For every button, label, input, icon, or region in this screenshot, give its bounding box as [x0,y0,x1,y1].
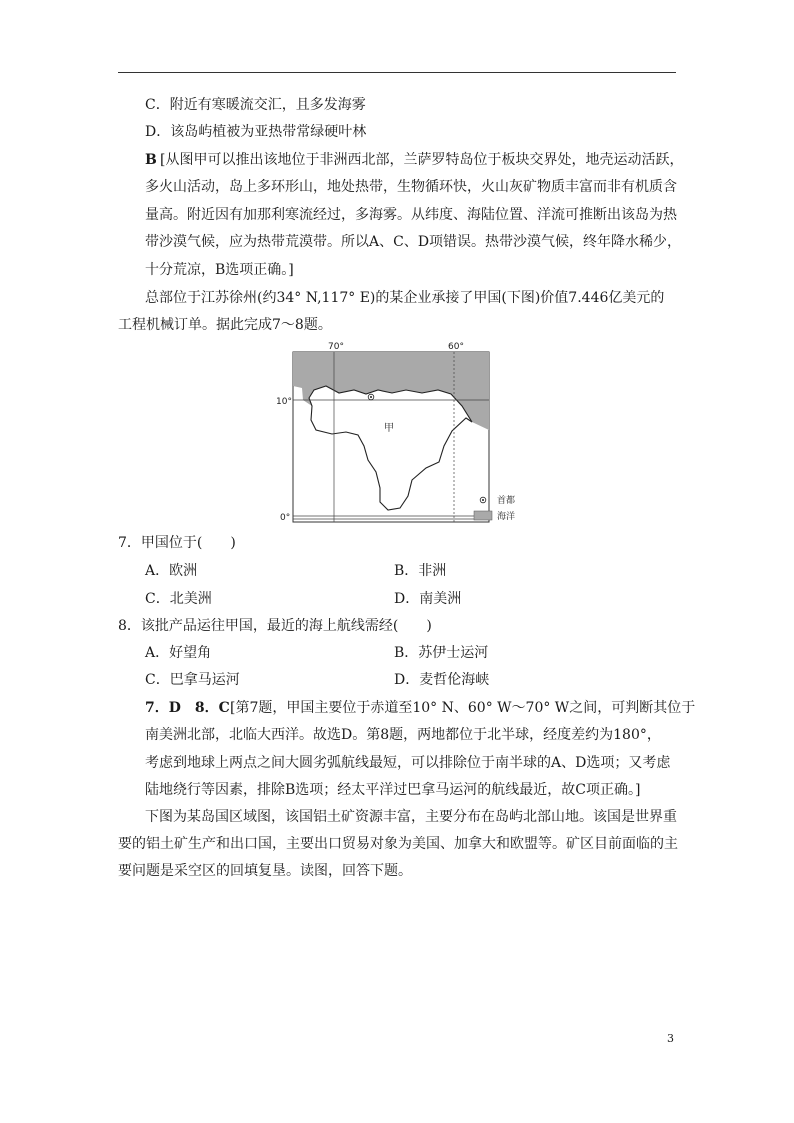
lon-label-60: 60° [448,342,464,352]
prev-answer-line: 多火山活动，岛上多环形山，地处热带，生物循环快，火山灰矿物质丰富而非有机质含 [145,179,677,195]
answer-7-8-line: 陆地绕行等因素，排除B选项；经太平洋过巴拿马运河的航线最近，故C项正确。] [145,782,641,798]
question-7-stem: 7．甲国位于( ) [118,535,236,551]
lat-label-10: 10° [276,397,292,407]
capital-icon [370,396,372,398]
question-8-option-b: B．苏伊士运河 [394,645,489,661]
prev-answer-line: 量高。附近因有加那利寒流经过，多海雾。从纬度、海陆位置、洋流可推断出该岛为热 [145,207,677,223]
question-7-option-b: B．非洲 [394,563,447,579]
answer-7-8-line: [第7题，甲国主要位于赤道至10° N、60° W～70° W之间，可判断其位于 [230,700,696,716]
next-passage-line: 下图为某岛国区域图，该国铝土矿资源丰富，主要分布在岛屿北部山地。该国是世界重 [145,809,677,825]
answer-7-8-line: 南美洲北部，北临大西洋。故选D。第8题，两地都位于北半球，经度差约为180°， [145,727,661,743]
prev-answer-key: B [145,152,157,168]
next-passage-line: 要问题是采空区的回填复垦。读图，回答下题。 [118,863,412,879]
legend-ocean-swatch [474,511,492,520]
answer-7-8-key: 7．D 8．C [145,700,230,716]
legend-capital-label: 首都 [497,496,516,506]
question-7-option-c: C．北美洲 [145,591,212,607]
legend-ocean-label: 海洋 [497,512,516,522]
header-rule [118,72,676,73]
question-7-option-d: D．南美洲 [394,591,462,607]
question-8-option-d: D．麦哲伦海峡 [394,672,490,688]
prev-answer-line: 带沙漠气候，应为热带荒漠带。所以A、C、D项错误。热带沙漠气候，终年降水稀少， [145,234,682,250]
question-8-option-c: C．巴拿马运河 [145,672,240,688]
next-passage-line: 要的铝土矿生产和出口国，主要出口贸易对象为美国、加拿大和欧盟等。矿区目前面临的主 [118,836,678,852]
prev-answer-line: [从图甲可以推出该地位于非洲西北部，兰萨罗特岛位于板块交界处，地壳运动活跃， [160,152,684,168]
intro-paragraph: 工程机械订单。据此完成7～8题。 [118,317,332,333]
prev-option-d: D．该岛屿植被为亚热带常绿硬叶林 [145,124,367,140]
legend-capital-icon [482,499,484,501]
lat-label-0: 0° [280,513,291,523]
answer-7-8-line: 考虑到地球上两点之间大圆劣弧航线最短，可以排除位于南半球的A、D选项；又考虑 [145,755,671,771]
prev-answer-line: 十分荒凉，B选项正确。] [145,262,294,278]
map-figure [276,338,526,528]
question-8-option-a: A．好望角 [145,645,212,661]
prev-option-c: C．附近有寒暖流交汇，且多发海雾 [145,97,366,113]
lon-label-70: 70° [328,342,344,352]
intro-paragraph: 总部位于江苏徐州(约34° N,117° E)的某企业承接了甲国(下图)价值7.446亿美元的 [145,290,665,306]
question-7-option-a: A．欧洲 [145,563,198,579]
question-8-stem: 8．该批产品运往甲国，最近的海上航线需经( ) [118,618,432,634]
page-number: 3 [667,1032,674,1045]
country-label: 甲 [384,423,394,434]
